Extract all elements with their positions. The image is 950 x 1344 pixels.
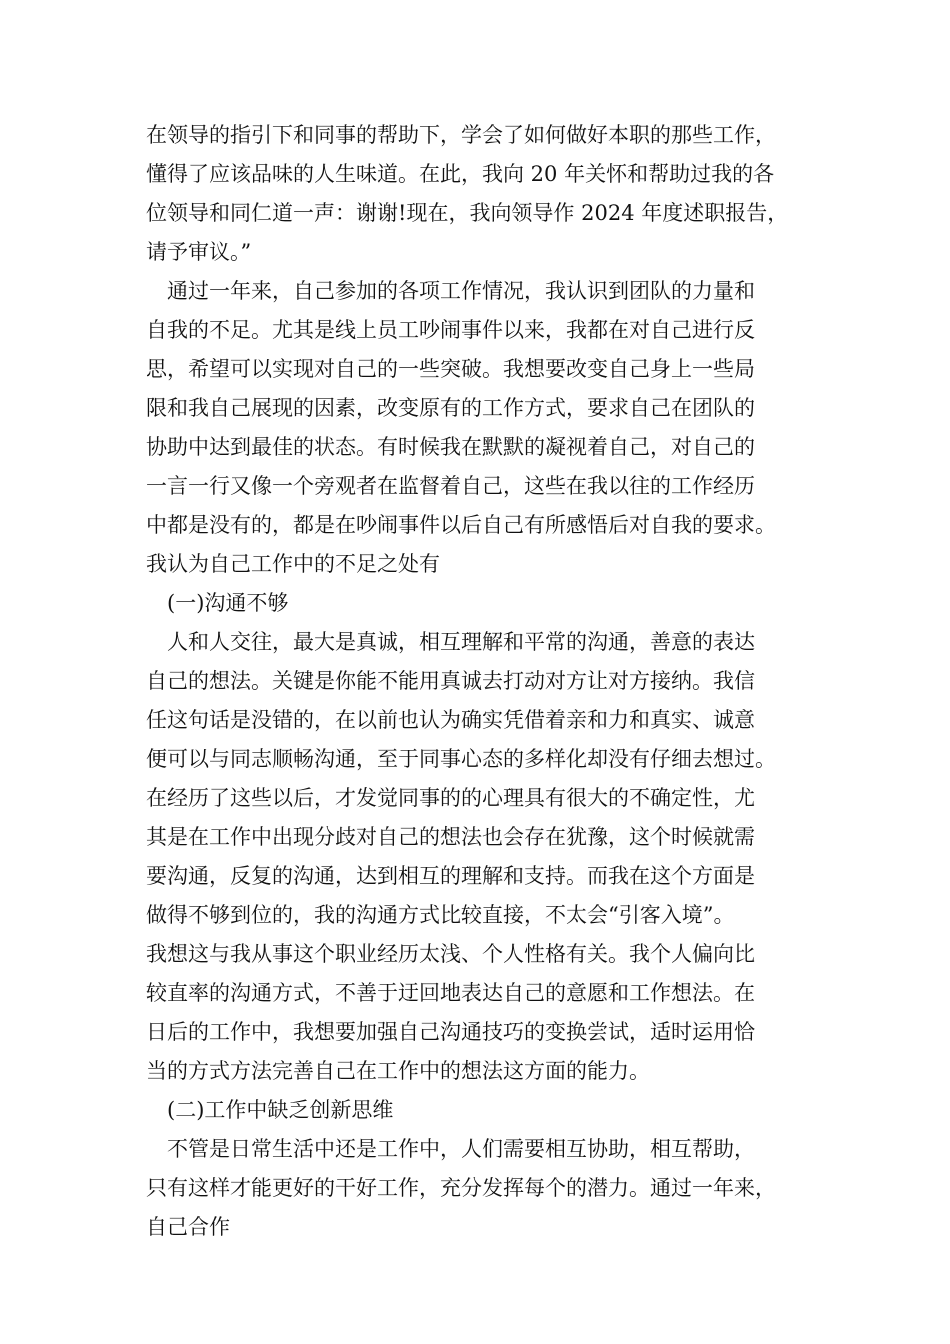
- text-line: 一言一行又像一个旁观者在监督着自己，这些在我以往的工作经历: [146, 474, 755, 498]
- text-line: 便可以与同志顺畅沟通，至于同事心态的多样化却没有仔细去想过。: [146, 747, 776, 771]
- text-line: 位领导和同仁道一声：谢谢!现在，我向领导作 2024 年度述职报告，: [146, 201, 789, 225]
- text-line: 思，希望可以实现对自己的一些突破。我想要改变自己身上一些局: [146, 357, 755, 381]
- text-line: 较直率的沟通方式，不善于迂回地表达自己的意愿和工作想法。在: [146, 981, 755, 1005]
- text-line: 要沟通，反复的沟通，达到相互的理解和支持。而我在这个方面是: [146, 864, 755, 888]
- text-line: 在经历了这些以后，才发觉同事的的心理具有很大的不确定性，尤: [146, 786, 755, 810]
- text-line: 自己合作: [146, 1215, 230, 1239]
- text-line: 任这句话是没错的，在以前也认为确实凭借着亲和力和真实、诚意: [146, 708, 755, 732]
- text-line: 不管是日常生活中还是工作中，人们需要相互协助，相互帮助，: [167, 1137, 755, 1161]
- text-line: 限和我自己展现的因素，改变原有的工作方式，要求自己在团队的: [146, 396, 755, 420]
- text-line: 请予审议。”: [146, 240, 252, 264]
- text-line: 我认为自己工作中的不足之处有: [146, 552, 440, 576]
- text-line: 通过一年来，自己参加的各项工作情况，我认识到团队的力量和: [167, 279, 755, 303]
- text-line: (一)沟通不够: [167, 591, 289, 615]
- text-line: 在领导的指引下和同事的帮助下，学会了如何做好本职的那些工作，: [146, 123, 776, 147]
- text-line: 自己的想法。关键是你能不能用真诚去打动对方让对方接纳。我信: [146, 669, 755, 693]
- text-line: 当的方式方法完善自己在工作中的想法这方面的能力。: [146, 1059, 650, 1083]
- text-line: 其是在工作中出现分歧对自己的想法也会存在犹豫，这个时候就需: [146, 825, 755, 849]
- text-line: 自我的不足。尤其是线上员工吵闹事件以来，我都在对自己进行反: [146, 318, 755, 342]
- document-body: [146, 116, 826, 1247]
- text-line: 中都是没有的，都是在吵闹事件以后自己有所感悟后对自我的要求。: [146, 513, 776, 537]
- text-line: 协助中达到最佳的状态。有时候我在默默的凝视着自己，对自己的: [146, 435, 755, 459]
- text-line: 做得不够到位的，我的沟通方式比较直接，不太会“引客入境”。: [146, 903, 735, 927]
- text-line: 我想这与我从事这个职业经历太浅、个人性格有关。我个人偏向比: [146, 942, 755, 966]
- text-line: 只有这样才能更好的干好工作，充分发挥每个的潜力。通过一年来，: [146, 1176, 776, 1200]
- text-line: 日后的工作中，我想要加强自己沟通技巧的变换尝试，适时运用恰: [146, 1020, 755, 1044]
- text-line: (二)工作中缺乏创新思维: [167, 1098, 394, 1122]
- text-line: 懂得了应该品味的人生味道。在此，我向 20 年关怀和帮助过我的各: [146, 162, 775, 186]
- text-line: 人和人交往，最大是真诚，相互理解和平常的沟通，善意的表达: [167, 630, 755, 654]
